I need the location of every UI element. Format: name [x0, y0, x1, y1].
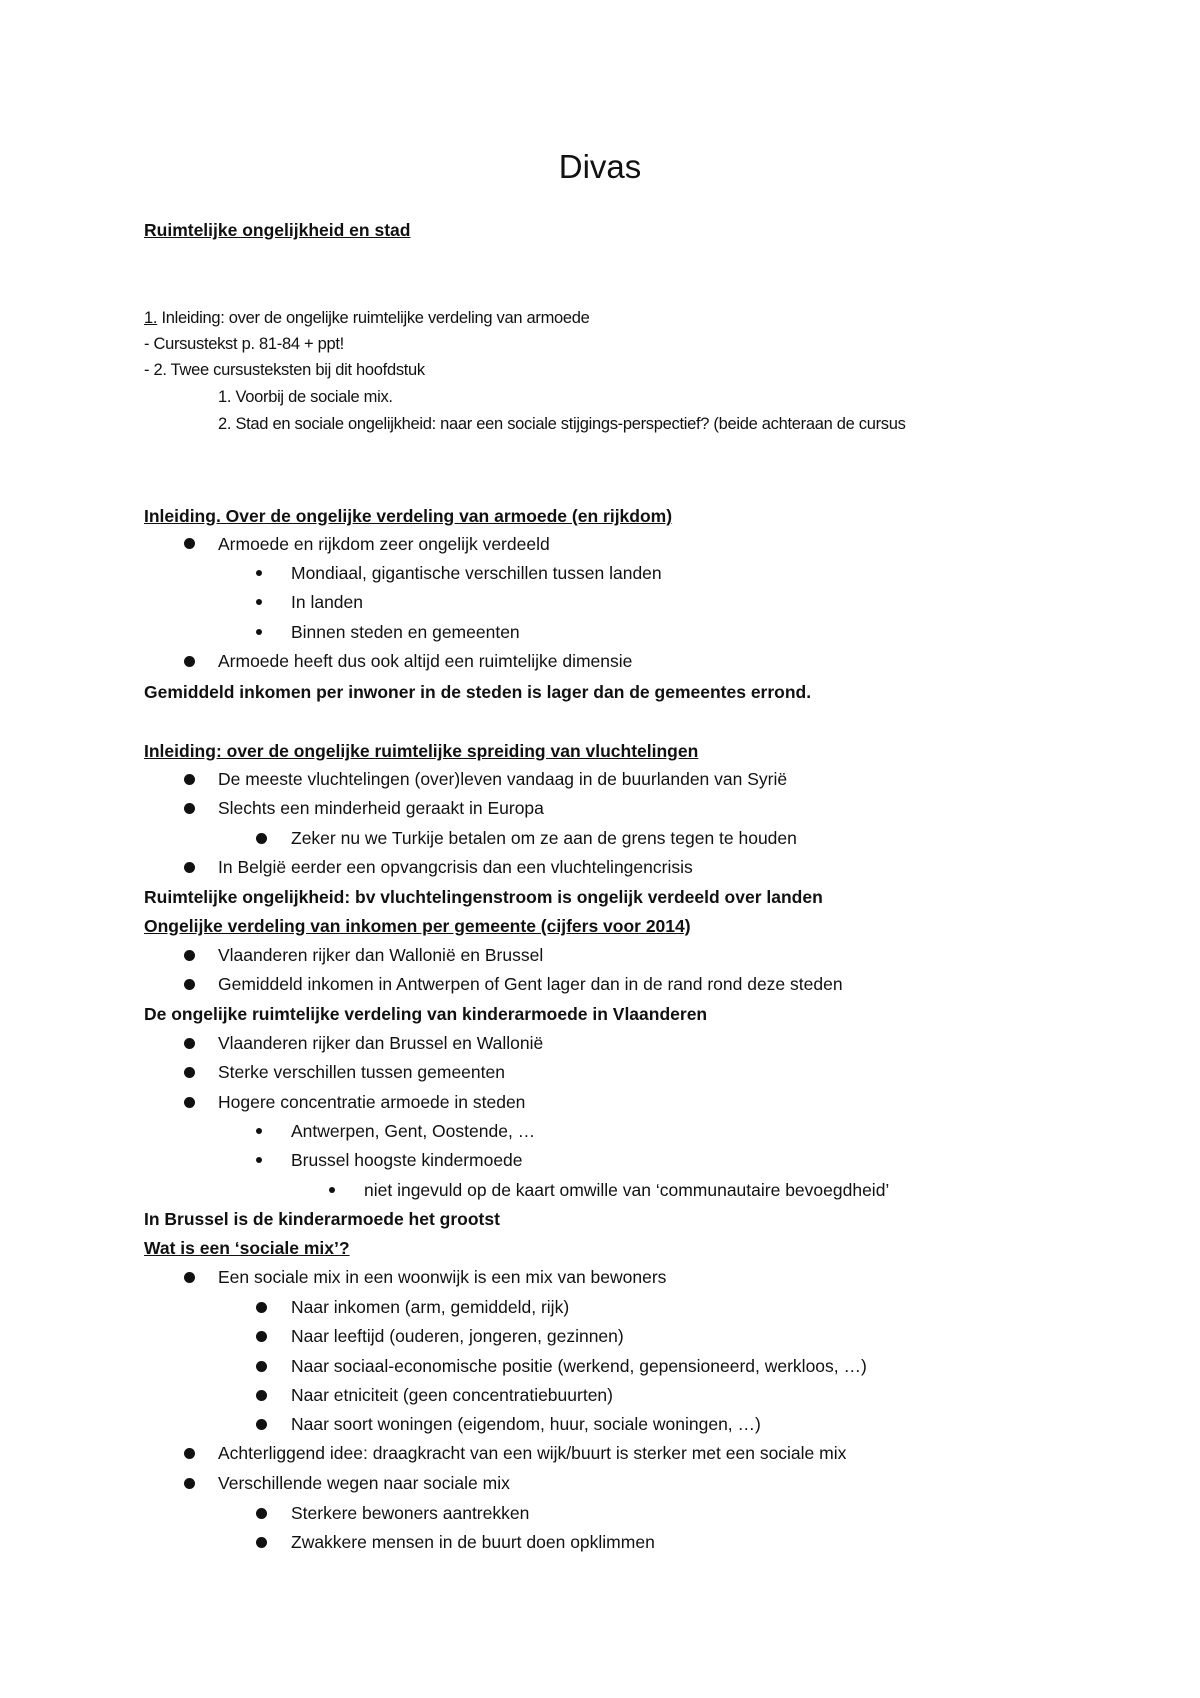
bullet-icon: [184, 774, 195, 785]
sub-bullet-icon: [256, 570, 262, 576]
sub-bullet-icon: [256, 599, 262, 605]
sub-bullet-icon: [329, 1187, 335, 1193]
sub-bullet-icon: [256, 1157, 262, 1163]
list-item: Sterke verschillen tussen gemeenten: [218, 1062, 505, 1082]
bullet-icon: [184, 656, 195, 667]
bullet-icon: [184, 979, 195, 990]
bullet-icon: [184, 1478, 195, 1489]
bullet-icon: [256, 1390, 267, 1401]
bullet-icon: [256, 1331, 267, 1342]
bullet-icon: [256, 833, 267, 844]
section-summary: Ruimtelijke ongelijkheid: bv vluchtelingenstroom is ongelijk verdeeld over landen: [144, 887, 823, 907]
list-item: Vlaanderen rijker dan Brussel en Wallonië: [218, 1033, 544, 1053]
intro-heading-text: Inleiding: over de ongelijke ruimtelijke verdeling van armoede: [157, 309, 590, 327]
section-summary: In Brussel is de kinderarmoede het grootst: [144, 1209, 500, 1229]
bullet-icon: [184, 1038, 195, 1049]
section-summary: Gemiddeld inkomen per inwoner in de steden is lager dan de gemeentes errond.: [144, 682, 812, 702]
intro-heading: [144, 307, 590, 329]
list-item: Armoede en rijkdom zeer ongelijk verdeeld: [218, 534, 550, 554]
bullet-icon: [184, 950, 195, 961]
list-item: In België eerder een opvangcrisis dan een vluchtelingencrisis: [218, 857, 693, 877]
bullet-icon: [184, 1272, 195, 1283]
section-heading: Wat is een ‘sociale mix’?: [144, 1238, 350, 1258]
list-item: Zwakkere mensen in de buurt doen opklimmen: [291, 1532, 655, 1552]
list-item: Slechts een minderheid geraakt in Europa: [218, 798, 544, 818]
bullet-icon: [256, 1361, 267, 1372]
section-heading: De ongelijke ruimtelijke verdeling van kinderarmoede in Vlaanderen: [144, 1004, 708, 1024]
list-item: Gemiddeld inkomen in Antwerpen of Gent lager dan in de rand rond deze steden: [218, 974, 843, 994]
list-item: Achterliggend idee: draagkracht van een wijk/buurt is sterker met een sociale mix: [218, 1443, 847, 1463]
document-title: Divas: [558, 148, 642, 185]
bullet-icon: [184, 803, 195, 814]
list-item: Naar etniciteit (geen concentratiebuurten): [291, 1385, 613, 1405]
section-heading: Inleiding: over de ongelijke ruimtelijke spreiding van vluchtelingen: [144, 741, 699, 761]
list-item: Sterkere bewoners aantrekken: [291, 1503, 530, 1523]
bullet-icon: [256, 1419, 267, 1430]
bullet-icon: [256, 1302, 267, 1313]
list-item: Armoede heeft dus ook altijd een ruimtelijke dimensie: [218, 651, 633, 671]
list-item: Verschillende wegen naar sociale mix: [218, 1473, 510, 1493]
list-item: Vlaanderen rijker dan Wallonië en Brussel: [218, 945, 544, 965]
intro-line: 1. Voorbij de sociale mix.: [218, 388, 393, 406]
bullet-icon: [184, 1067, 195, 1078]
intro-line: 2. Stad en sociale ongelijkheid: naar een sociale stijgings-perspectief? (beide achteraan de cursus: [218, 415, 906, 433]
list-item: Naar inkomen (arm, gemiddeld, rijk): [291, 1297, 570, 1317]
list-item: Brussel hoogste kindermoede: [291, 1150, 523, 1170]
bullet-icon: [256, 1537, 267, 1548]
list-item: Zeker nu we Turkije betalen om ze aan de grens tegen te houden: [291, 828, 797, 848]
list-item: De meeste vluchtelingen (over)leven vandaag in de buurlanden van Syrië: [218, 769, 788, 789]
intro-line: - Cursustekst p. 81-84 + ppt!: [144, 335, 344, 353]
bullet-icon: [184, 862, 195, 873]
bullet-icon: [184, 538, 195, 549]
sub-bullet-icon: [256, 629, 262, 635]
list-item: Binnen steden en gemeenten: [291, 622, 520, 642]
list-item: Antwerpen, Gent, Oostende, …: [291, 1121, 536, 1141]
bullet-icon: [184, 1097, 195, 1108]
bullet-icon: [184, 1448, 195, 1459]
list-item: Naar leeftijd (ouderen, jongeren, gezinnen): [291, 1326, 624, 1346]
document-subtitle: Ruimtelijke ongelijkheid en stad: [144, 220, 411, 240]
intro-number: 1.: [144, 309, 158, 327]
list-item: Naar sociaal-economische positie (werkend, gepensioneerd, werkloos, …): [291, 1356, 867, 1376]
intro-line: - 2. Twee cursusteksten bij dit hoofdstuk: [144, 361, 425, 379]
list-item: Mondiaal, gigantische verschillen tussen landen: [291, 563, 662, 583]
list-item: Een sociale mix in een woonwijk is een mix van bewoners: [218, 1267, 667, 1287]
list-item: In landen: [291, 592, 364, 612]
list-item: niet ingevuld op de kaart omwille van ‘communautaire bevoegdheid’: [364, 1180, 890, 1200]
sub-bullet-icon: [256, 1128, 262, 1134]
bullet-icon: [256, 1508, 267, 1519]
section-heading: Ongelijke verdeling van inkomen per gemeente (cijfers voor 2014): [144, 916, 691, 936]
list-item: Naar soort woningen (eigendom, huur, sociale woningen, …): [291, 1414, 761, 1434]
section-heading: Inleiding. Over de ongelijke verdeling van armoede (en rijkdom): [144, 506, 673, 526]
list-item: Hogere concentratie armoede in steden: [218, 1092, 526, 1112]
